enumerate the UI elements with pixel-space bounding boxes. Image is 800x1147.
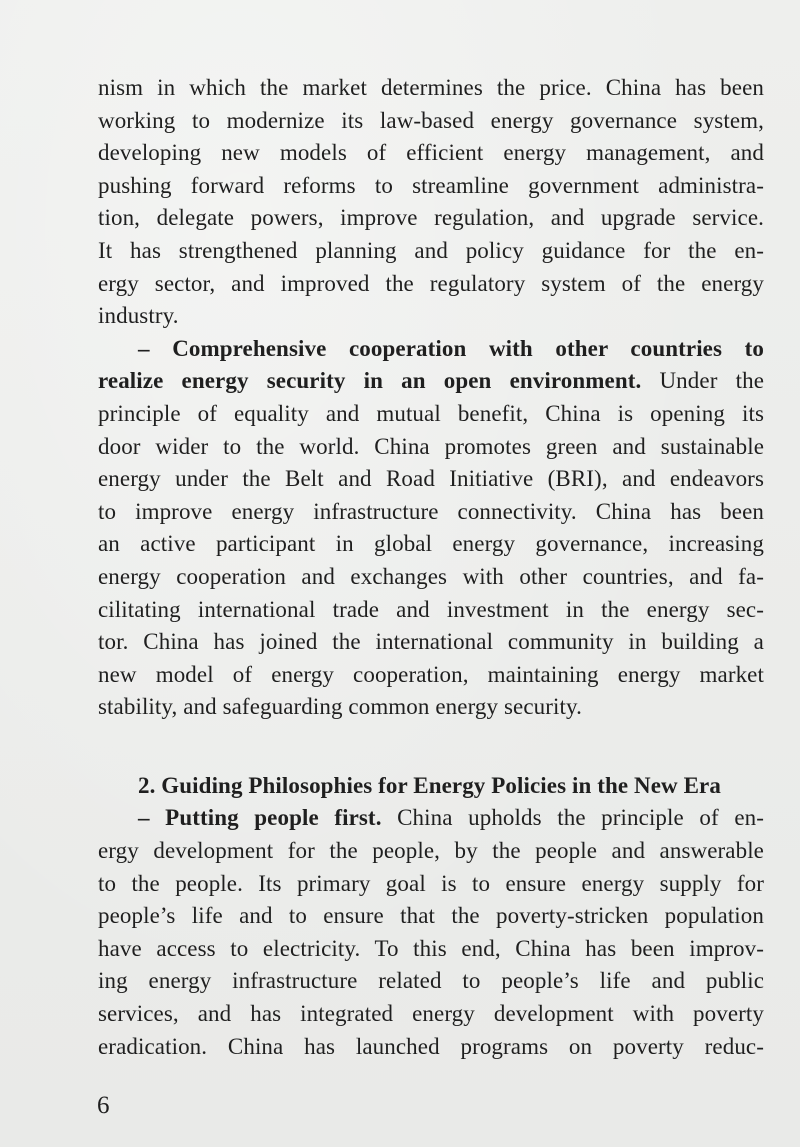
text-line: pushing forward reforms to streamline government administra- [98,172,764,198]
text-line: developing new models of efficient energy management, and [98,140,764,166]
text-line: services, and has integrated energy development with poverty [98,1001,764,1027]
lead-text-rest: China upholds the principle of en- [381,805,764,831]
page-body [98,72,764,1063]
text-line: tor. China has joined the international community in building a [98,629,764,655]
text-line: energy cooperation and exchanges with other countries, and fa- [98,563,764,589]
text-line: to the people. Its primary goal is to ensure energy supply for [98,870,764,896]
bold-lead-line: – Comprehensive cooperation with other countries to [138,335,764,361]
text-line: tion, delegate powers, improve regulation, and upgrade service. [98,205,764,231]
text-line: eradication. China has launched programs on poverty reduc- [98,1033,764,1059]
text-line: door wider to the world. China promotes green and sustainable [98,433,764,459]
text-line: working to modernize its law-based energy governance system, [98,107,764,133]
paragraph-putting-people-first [98,802,764,1063]
text-line: cilitating international trade and investment in the energy sec- [98,596,764,622]
text-line: ergy sector, and improved the regulatory system of the energy [98,270,764,296]
text-line: nism in which the market determines the price. China has been [98,75,764,100]
text-line: ergy development for the people, by the people and answerable [98,838,764,864]
text-line: stability, and safeguarding common energy security. [98,694,582,720]
text-line: have access to electricity. To this end, China has been improv- [98,935,764,961]
text-line [98,802,764,835]
text-line: people’s life and to ensure that the poverty-stricken population [98,903,764,929]
text-line: ing energy infrastructure related to people’s life and public [98,968,764,994]
text-line: new model of energy cooperation, maintaining energy market [98,661,764,687]
text-line: industry. [98,303,179,329]
lead-text-rest: Under the [641,368,764,394]
text-line: principle of equality and mutual benefit, China is opening its [98,400,764,426]
paragraph-market-mechanism [98,72,764,333]
section-heading: 2. Guiding Philosophies for Energy Policies in the New Era [138,772,721,798]
text-line: to improve energy infrastructure connectivity. China has been [98,498,764,524]
text-line: energy under the Belt and Road Initiative (BRI), and endeavors [98,466,764,492]
paragraph-comprehensive-cooperation [98,333,764,724]
bold-lead-text: realize energy security in an open environment. [98,368,642,394]
text-line: an active participant in global energy governance, increasing [98,531,764,557]
section-spacer [98,724,764,770]
page-number: 6 [97,1092,110,1119]
bold-lead-text: – Putting people first. [138,805,382,831]
text-line: It has strengthened planning and policy guidance for the en- [98,237,764,263]
text-line [98,365,764,398]
